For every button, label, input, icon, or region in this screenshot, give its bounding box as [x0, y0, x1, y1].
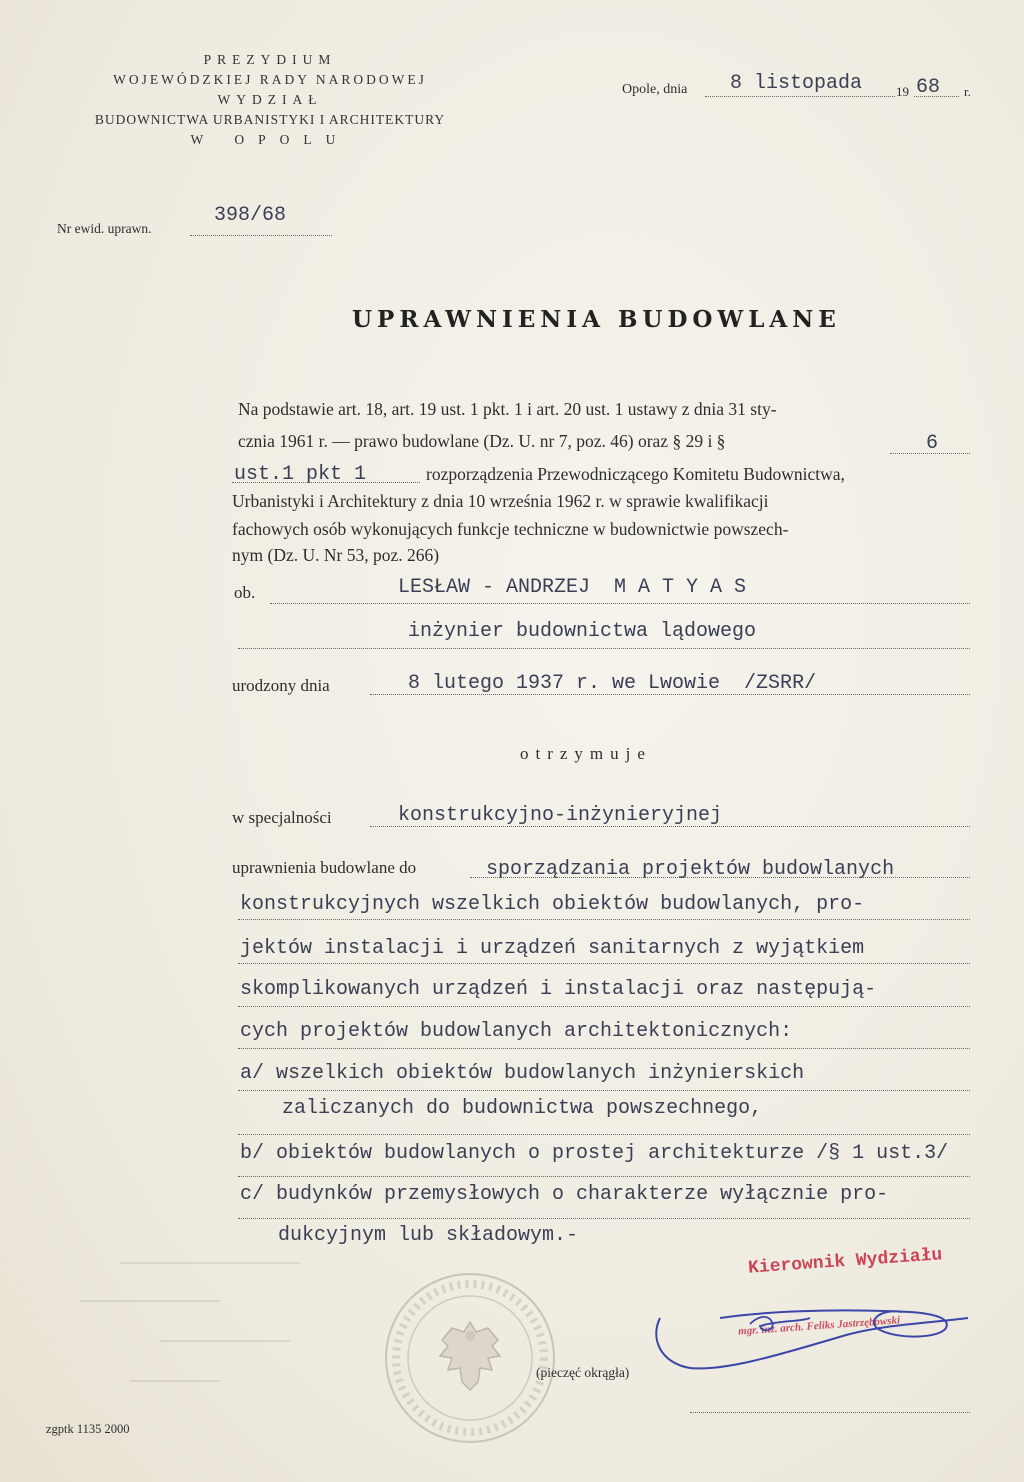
date-prefix: Opole, dnia: [622, 82, 688, 97]
header-line-1: PREZYDIUM: [203, 52, 337, 67]
permissions-item-c-2: dukcyjnym lub składowym.-: [278, 1224, 579, 1247]
embossed-seal: [382, 1270, 558, 1446]
paragraph-number-fill: 6: [926, 432, 939, 455]
paragraph-ust-fill: ust.1 pkt 1: [234, 463, 367, 486]
registry-number: 398/68: [214, 204, 287, 227]
legal-basis-line-5: fachowych osób wykonujących funkcje techniczne w budownictwie powszech-: [232, 519, 789, 539]
permissions-label: uprawnienia budowlane do: [232, 858, 417, 877]
office-header: [40, 50, 500, 150]
birth-value: 8 lutego 1937 r. we Lwowie /ZSRR/: [408, 672, 817, 695]
legal-basis-line-4: Urbanistyki i Architektury z dnia 10 września 1962 r. w sprawie kwalifikacji: [232, 491, 769, 511]
header-line-5: W OPOLU: [190, 132, 350, 147]
permissions-item-c-1: c/ budynków przemysłowych o charakterze wyłącznie pro-: [240, 1183, 889, 1206]
permissions-item-a-2: zaliczanych do budownictwa powszechnego,: [282, 1097, 763, 1120]
date-year-prefix: 19: [896, 84, 909, 99]
legal-basis-line-6: nym (Dz. U. Nr 53, poz. 266): [232, 545, 440, 565]
date-suffix: r.: [964, 84, 971, 99]
date-value: 8 listopada: [730, 72, 863, 95]
bleed-through-marks: [40, 1250, 310, 1420]
document-title: UPRAWNIENIA BUDOWLANE: [352, 306, 841, 333]
legal-basis-line-2: cznia 1961 r. — prawo budowlane (Dz. U. nr 7, poz. 46) oraz § 29 i §: [238, 431, 726, 451]
person-name: LESŁAW - ANDRZEJ M A T Y A S: [398, 576, 747, 599]
legal-basis-line-1: Na podstawie art. 18, art. 19 ust. 1 pkt. 1 i art. 20 ust. 1 ustawy z dnia 31 sty-: [238, 399, 777, 419]
permissions-line-3: jektów instalacji i urządzeń sanitarnych z wyjątkiem: [240, 937, 865, 960]
birth-label: urodzony dnia: [232, 676, 330, 695]
seal-label: (pieczęć okrągła): [536, 1365, 630, 1380]
signatory-name-stamp: mgr. inż. arch. Feliks Jastrzębowski: [737, 1314, 901, 1338]
person-label: ob.: [234, 583, 256, 602]
handwritten-signature: [650, 1268, 980, 1388]
legal-basis-line-3: rozporządzenia Przewodniczącego Komitetu Budownictwa,: [426, 464, 845, 484]
permissions-line-5: cych projektów budowlanych architektonicznych:: [240, 1020, 793, 1043]
permissions-item-b: b/ obiektów budowlanych o prostej architekturze /§ 1 ust.3/: [240, 1142, 949, 1165]
permissions-item-a-1: a/ wszelkich obiektów budowlanych inżynierskich: [240, 1062, 805, 1085]
permissions-line-2: konstrukcyjnych wszelkich obiektów budowlanych, pro-: [240, 893, 865, 916]
permissions-line-1: sporządzania projektów budowlanych: [486, 858, 895, 881]
head-of-department-stamp: Kierownik Wydziału: [747, 1245, 943, 1279]
print-reference: zgptk 1135 2000: [46, 1422, 130, 1436]
registry-label: Nr ewid. uprawn.: [57, 221, 152, 236]
date-year: 68: [916, 76, 941, 99]
header-line-2: WOJEWÓDZKIEJ RADY NARODOWEJ: [113, 72, 427, 87]
specialty-label: w specjalności: [232, 808, 332, 827]
receives-label: otrzymuje: [520, 744, 652, 763]
person-profession: inżynier budownictwa lądowego: [408, 620, 757, 643]
permissions-line-4: skomplikowanych urządzeń i instalacji oraz następują-: [240, 978, 877, 1001]
specialty-value: konstrukcyjno-inżynieryjnej: [398, 804, 723, 827]
header-line-3: WYDZIAŁ: [217, 92, 323, 107]
header-line-4: BUDOWNICTWA URBANISTYKI I ARCHITEKTURY: [94, 112, 446, 127]
